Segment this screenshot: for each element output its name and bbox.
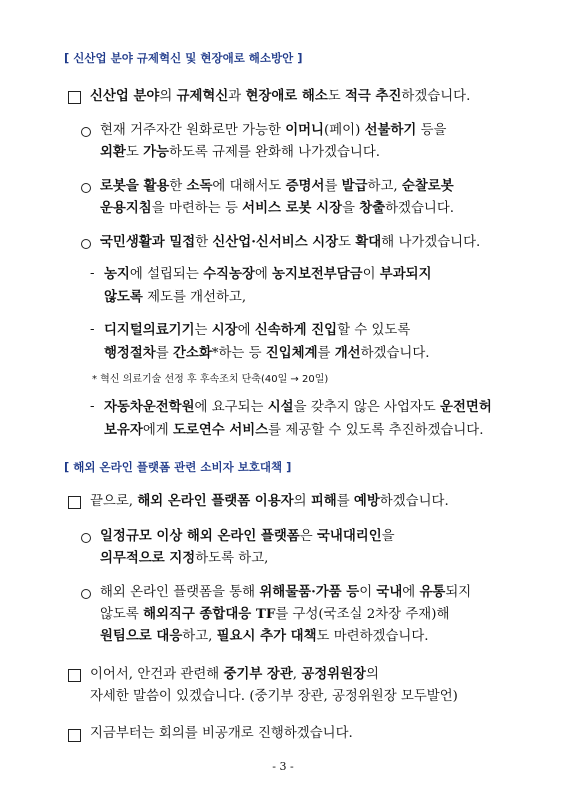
text-run: 개선 xyxy=(334,345,361,361)
checkbox-square-icon xyxy=(68,496,81,509)
text-run: 를 xyxy=(324,179,342,194)
text-run: 외환 xyxy=(100,144,126,160)
text-run: (국조실 2차장 주재) xyxy=(318,607,437,622)
text-run: 확대 xyxy=(355,234,382,250)
text-run: 현장애로 해소 xyxy=(245,88,328,104)
item-newindustry-line1 xyxy=(100,233,480,252)
text-run: 신속하게 진입 xyxy=(254,322,338,338)
text-run: 진입체계 xyxy=(265,345,318,361)
text-run: 끝으로, xyxy=(90,494,138,509)
text-run: 신산업 분야 xyxy=(90,88,160,104)
sub-medical-line2 xyxy=(104,344,430,363)
circle-bullet-icon xyxy=(81,589,91,599)
text-run: 해 xyxy=(436,607,450,622)
text-run: 하고, xyxy=(182,629,217,644)
text-run: 도로연수 서비스 xyxy=(172,422,269,438)
text-run: 에 xyxy=(254,267,273,282)
text-run: 선불하기 xyxy=(364,122,417,138)
text-run: 도 xyxy=(338,235,356,250)
text-run: 에 xyxy=(402,585,420,600)
text-run: 운용지침 xyxy=(100,200,152,216)
sub-driving-line2 xyxy=(104,421,483,440)
closing-private-line xyxy=(90,725,353,743)
text-run: 에 요구되는 xyxy=(194,400,268,415)
text-run: 농지보전부담금 xyxy=(272,266,363,282)
text-run: 해 나가겠습니다. xyxy=(381,235,481,250)
text-run: 공정위원장 xyxy=(301,666,366,682)
text-run: 원팀으로 대응 xyxy=(100,628,183,644)
page-number: - 3 - xyxy=(272,760,294,773)
text-run: 도 마련하겠습니다. xyxy=(316,629,429,644)
item-tf-line3 xyxy=(100,627,429,646)
text-run: 운전면허 xyxy=(440,399,492,415)
footnote-medical: * 혁신 의료기술 선정 후 후속조치 단축(40일 → 20일) xyxy=(92,374,329,385)
section-title-regulation: [ 신산업 분야 규제혁신 및 현장애로 해소방안 ] xyxy=(64,51,303,65)
text-run: 소독 xyxy=(186,178,213,194)
circle-bullet-icon xyxy=(81,183,91,193)
text-run: 하겠습니다. xyxy=(379,494,449,509)
text-run: 않도록 xyxy=(100,607,144,622)
text-run: 을 갖추지 않은 사업자도 xyxy=(293,400,441,415)
text-run: 을 xyxy=(342,201,360,216)
text-run: 에 대해서도 xyxy=(212,179,286,194)
text-run: 는 xyxy=(194,323,212,338)
sub-driving-line1 xyxy=(104,398,492,417)
paragraph-intro-2 xyxy=(90,492,449,511)
text-run: 과 xyxy=(228,89,246,104)
item-emoney-line1 xyxy=(100,121,446,140)
text-run: 증명서 xyxy=(285,178,325,194)
text-run: 하겠습니다. xyxy=(385,201,455,216)
text-run: 은 xyxy=(299,529,317,544)
text-run: 를 xyxy=(317,346,335,361)
text-run: 도 xyxy=(125,145,144,160)
text-run: 행정절차 xyxy=(104,345,156,361)
text-run: 를 xyxy=(155,346,173,361)
text-run: 한 xyxy=(169,179,187,194)
text-run: 창출 xyxy=(359,200,386,216)
text-run: *하는 등 xyxy=(211,346,266,361)
checkbox-square-icon xyxy=(68,669,81,682)
text-run: 를 구성 xyxy=(275,607,319,622)
section-title-platform: [ 해외 온라인 플랫폼 관련 소비자 보호대책 ] xyxy=(64,460,292,474)
text-run: 에 xyxy=(237,323,255,338)
circle-bullet-icon xyxy=(81,127,91,137)
text-run: 보유자 xyxy=(104,422,143,438)
text-run: 적극 추진 xyxy=(344,88,402,104)
text-run: 국민생활과 밀접 xyxy=(100,234,196,250)
item-tf-line1 xyxy=(100,583,471,602)
closing-remarks-line2 xyxy=(90,688,458,706)
text-run: 등을 xyxy=(416,123,447,138)
text-run: 필요시 추가 대책 xyxy=(216,628,317,644)
sub-farm-line1 xyxy=(104,265,432,284)
text-run: 중기부 장관 xyxy=(223,666,293,682)
circle-bullet-icon xyxy=(81,533,91,543)
text-run: 을 xyxy=(381,529,395,544)
text-run: 농지 xyxy=(104,266,130,282)
text-run: 도 xyxy=(327,89,345,104)
text-run: 를 xyxy=(336,494,354,509)
text-run: 국내대리인 xyxy=(316,528,382,544)
text-run: 하도록 하고, xyxy=(195,551,269,566)
text-run: 의 xyxy=(293,494,311,509)
text-run: 의무적으로 지정 xyxy=(100,550,196,566)
paragraph-intro-1 xyxy=(90,87,470,106)
text-run: 디지털의료기기 xyxy=(104,322,195,338)
text-run: 않도록 xyxy=(104,289,143,305)
text-run: 예방 xyxy=(353,493,380,509)
item-emoney-line2 xyxy=(100,143,380,162)
text-run: 해외 온라인 플랫폼을 통해 xyxy=(100,585,260,600)
dash-bullet: - xyxy=(90,399,95,414)
text-run: 에게 xyxy=(142,423,173,438)
text-run: 서비스 로봇 시장 xyxy=(242,200,343,216)
text-run: 수직농장 xyxy=(203,266,255,282)
checkbox-square-icon xyxy=(68,729,81,742)
text-run: 자동차운전학원 xyxy=(104,399,195,415)
closing-remarks-line1 xyxy=(90,665,379,684)
dash-bullet: - xyxy=(90,322,95,337)
text-run: 하도록 규제를 완화해 나가겠습니다. xyxy=(168,145,381,160)
text-run: 할 수 있도록 xyxy=(337,323,411,338)
text-run: 하겠습니다. xyxy=(401,89,471,104)
text-run: 순찰로봇 xyxy=(401,178,454,194)
text-run: 의 xyxy=(159,89,177,104)
text-run: 제도를 개선하고, xyxy=(142,290,247,305)
text-run: 이 xyxy=(359,585,377,600)
text-run: 부과되지 xyxy=(379,266,432,282)
text-run: 시장 xyxy=(211,322,238,338)
text-run: 자세한 말씀이 있겠습니다. (중기부 장관, 공정위원장 모두발언) xyxy=(90,689,458,704)
item-tf-line2 xyxy=(100,605,449,624)
item-robot-line1 xyxy=(100,177,454,196)
text-run: 을 마련하는 등 xyxy=(151,201,243,216)
item-robot-line2 xyxy=(100,199,454,218)
text-run: 해외직구 종합대응 TF xyxy=(143,606,276,622)
text-run: 피해 xyxy=(310,493,337,509)
text-run: 간소화 xyxy=(172,345,212,361)
dash-bullet: - xyxy=(90,266,95,281)
text-run: 국내 xyxy=(376,584,403,600)
text-run: 하겠습니다. xyxy=(360,346,430,361)
text-run: 의 xyxy=(366,667,379,682)
checkbox-square-icon xyxy=(68,91,81,104)
sub-farm-line2 xyxy=(104,288,246,307)
text-run: 하고, xyxy=(367,179,402,194)
text-run: 에 설립되는 xyxy=(129,267,204,282)
text-run: 발급 xyxy=(341,178,368,194)
text-run: 로봇을 활용 xyxy=(100,178,170,194)
text-run: 규제혁신 xyxy=(176,88,229,104)
sub-medical-line1 xyxy=(104,321,410,340)
text-run: 유통 xyxy=(419,584,446,600)
item-agent-line2 xyxy=(100,549,268,568)
text-run: 가능 xyxy=(143,144,169,160)
text-run: 현재 거주자간 원화로만 가능한 xyxy=(100,123,286,138)
text-run: 지금부터는 회의를 비공개로 진행하겠습니다. xyxy=(90,726,353,741)
text-run: 위해물품·가품 등 xyxy=(259,584,360,600)
text-run: 를 제공할 수 있도록 추진하겠습니다. xyxy=(268,423,484,438)
text-run: 되지 xyxy=(445,585,472,600)
text-run: 한 xyxy=(195,235,213,250)
text-run: 이 xyxy=(362,267,380,282)
text-run: 신산업·신서비스 시장 xyxy=(212,234,339,250)
text-run: 이머니 xyxy=(285,122,324,138)
text-run: 이어서, 안건과 관련해 xyxy=(90,667,224,682)
text-run: , xyxy=(292,667,302,682)
text-run: 해외 온라인 플랫폼 이용자 xyxy=(137,493,294,509)
circle-bullet-icon xyxy=(81,239,91,249)
item-agent-line1 xyxy=(100,527,395,546)
text-run: (페이) xyxy=(324,123,365,138)
text-run: 일정규모 이상 해외 온라인 플랫폼 xyxy=(100,528,300,544)
text-run: 시설 xyxy=(267,399,294,415)
